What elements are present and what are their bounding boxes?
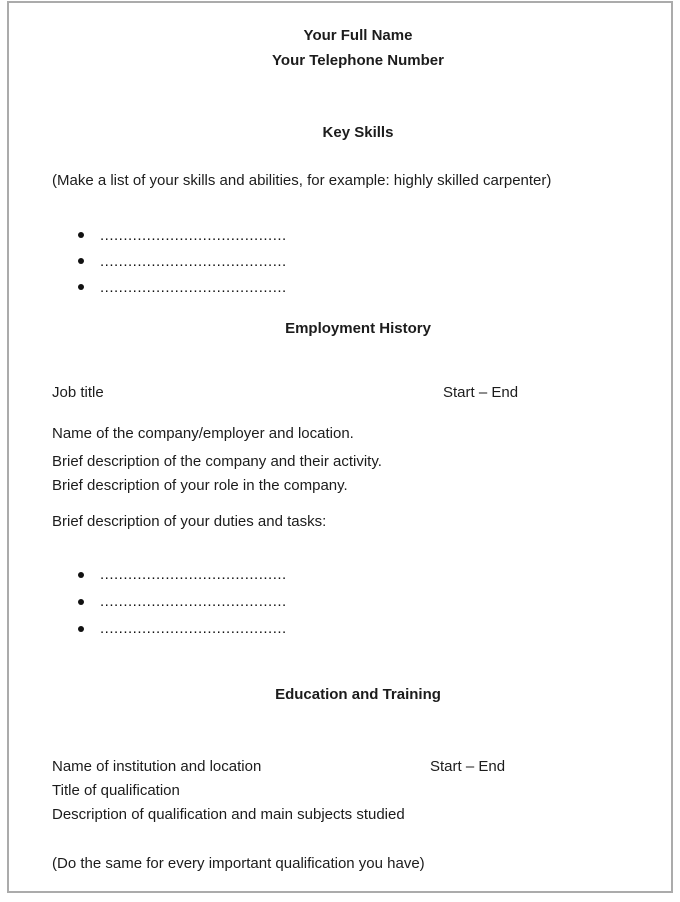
institution-row [52, 759, 664, 774]
list-item [52, 561, 452, 588]
bullet-icon [78, 626, 84, 632]
company-line: Name of the company/employer and location. [52, 425, 354, 442]
skill-placeholder-line: ........................................ [100, 226, 287, 244]
list-item [52, 248, 452, 274]
telephone-placeholder: Your Telephone Number [272, 52, 444, 69]
skill-placeholder-line: ........................................ [100, 252, 287, 270]
company-activity-line: Brief description of the company and their activity. [52, 453, 382, 470]
skill-placeholder-line: ........................................ [100, 278, 287, 296]
role-line: Brief description of your role in the company. [52, 477, 348, 494]
institution-label: Name of institution and location [52, 758, 262, 775]
bullet-icon [78, 572, 84, 578]
bullet-icon [78, 258, 84, 264]
key-skills-list [52, 222, 452, 300]
full-name-placeholder: Your Full Name [303, 27, 413, 44]
employment-history-heading: Employment History [285, 320, 431, 337]
employment-date-range: Start – End [443, 384, 519, 401]
list-item [52, 615, 452, 642]
duty-placeholder-line: ........................................ [100, 593, 287, 610]
job-title-row [52, 385, 664, 400]
bullet-icon [78, 599, 84, 605]
list-item [52, 274, 452, 300]
qualification-title-line: Title of qualification [52, 782, 180, 799]
education-date-range: Start – End [430, 758, 506, 775]
education-training-heading: Education and Training [275, 686, 441, 703]
duty-placeholder-line: ........................................ [100, 620, 287, 637]
duty-placeholder-line: ........................................ [100, 566, 287, 583]
bullet-icon [78, 284, 84, 290]
bullet-icon [78, 232, 84, 238]
key-skills-intro: (Make a list of your skills and abilities, for example: highly skilled carpenter) [52, 172, 552, 189]
list-item [52, 588, 452, 615]
duties-line: Brief description of your duties and tasks: [52, 513, 327, 530]
qualification-description-line: Description of qualification and main subjects studied [52, 806, 405, 823]
list-item [52, 222, 452, 248]
education-note-line: (Do the same for every important qualification you have) [52, 855, 425, 872]
key-skills-heading: Key Skills [322, 124, 394, 141]
duties-list [52, 561, 452, 642]
job-title-label: Job title [52, 384, 104, 401]
